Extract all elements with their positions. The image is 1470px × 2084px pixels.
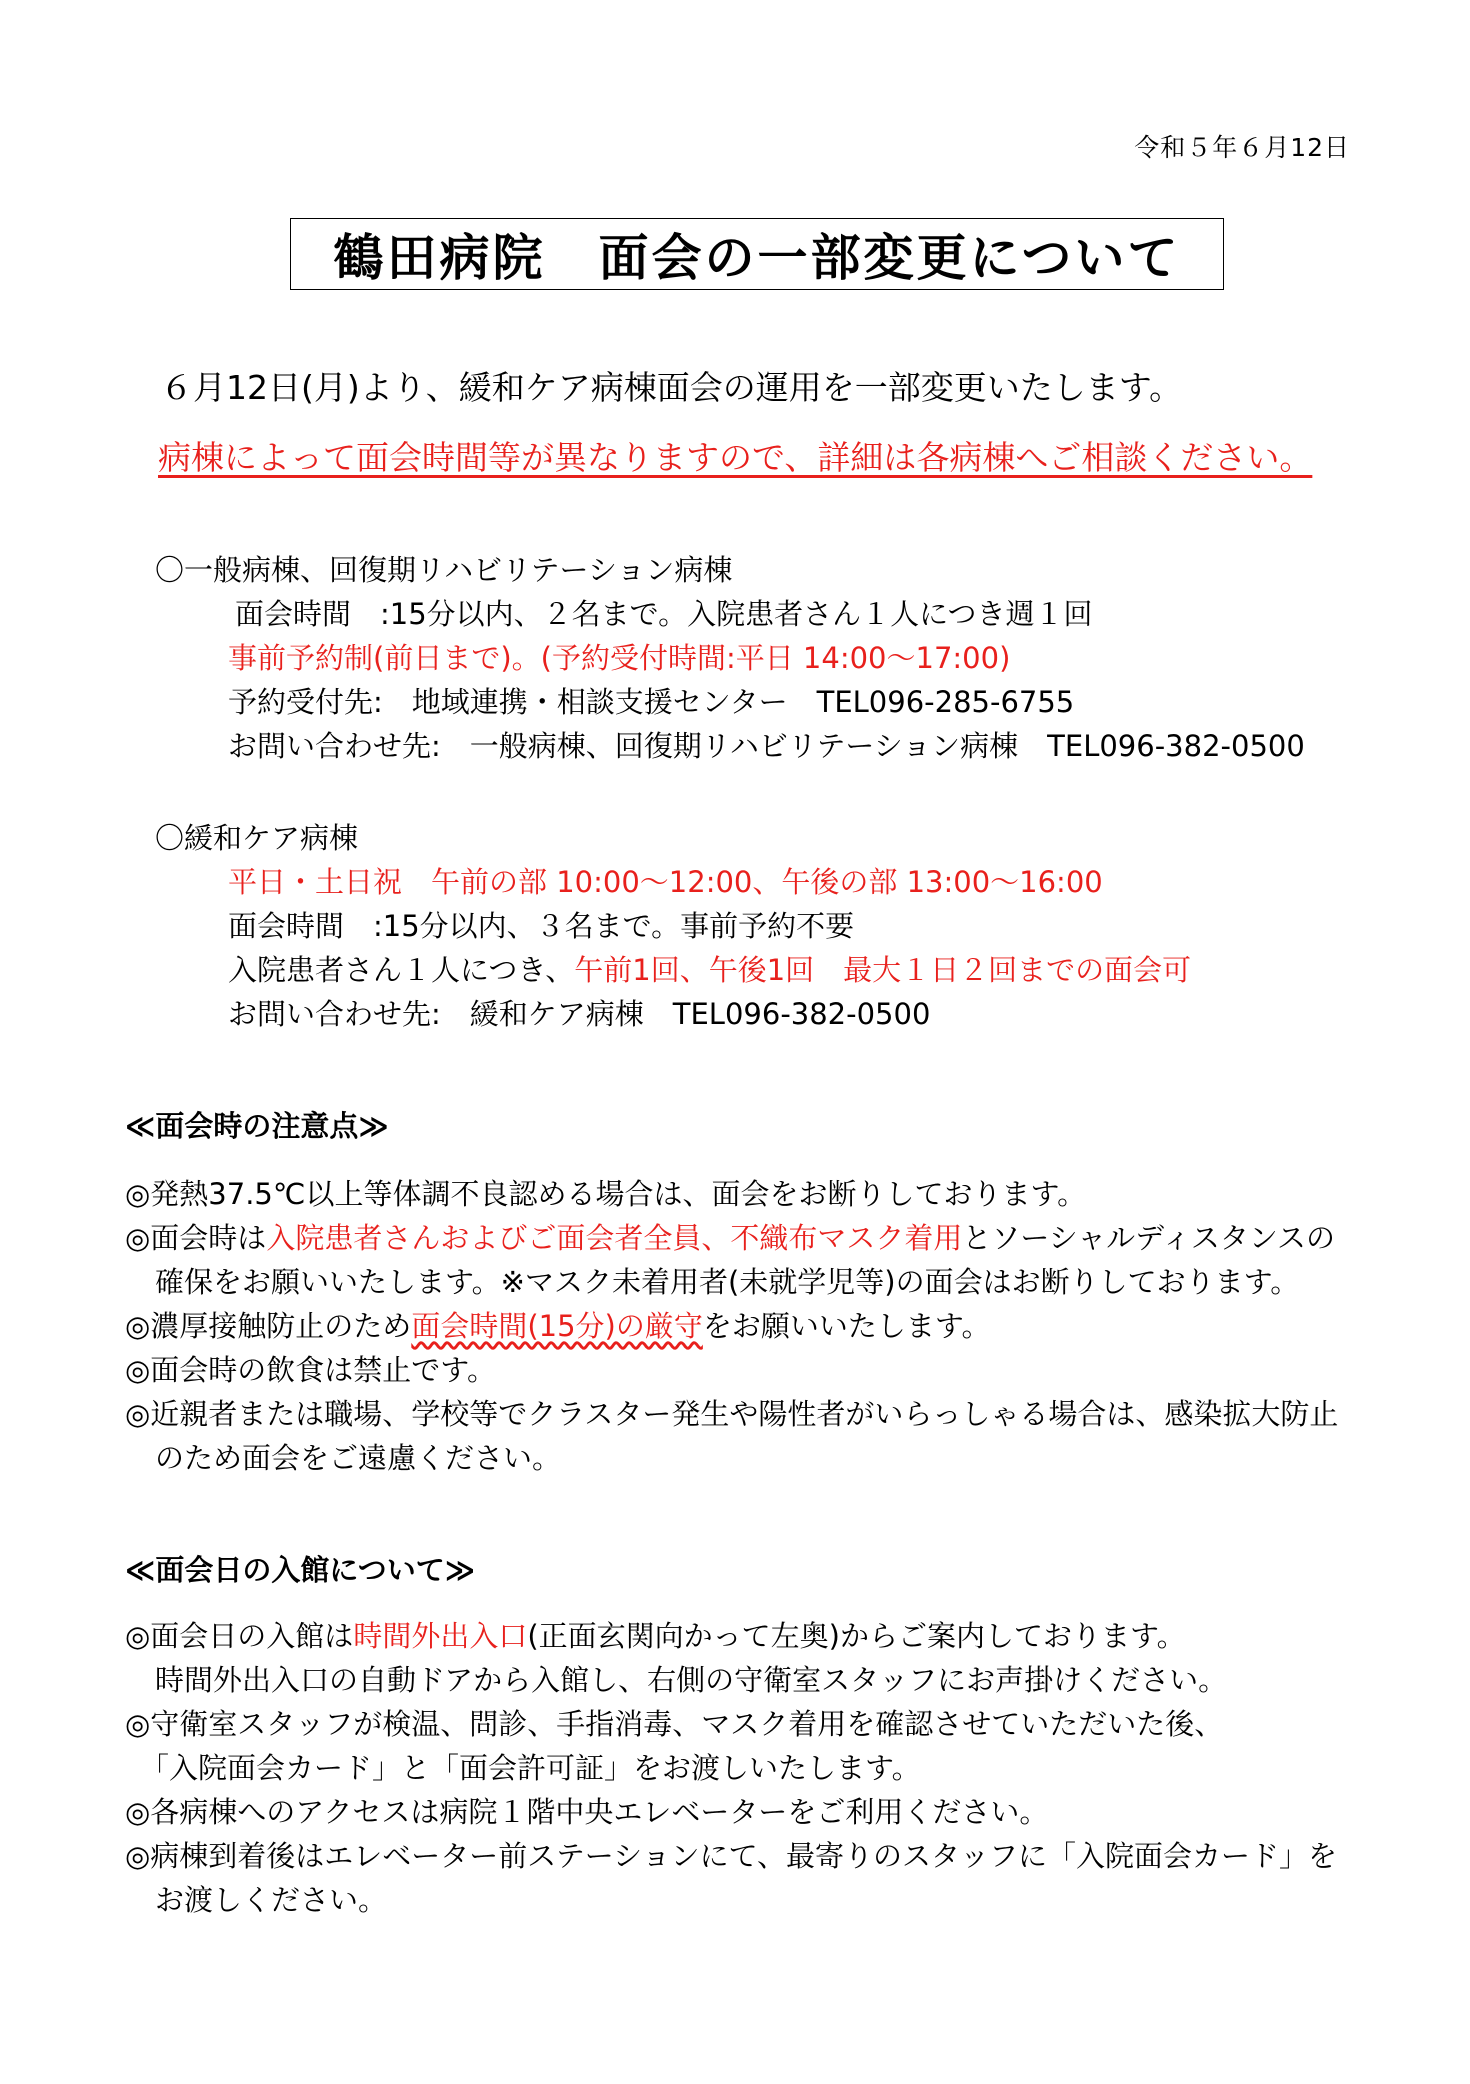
text-segment: とソーシャルディスタンスの [962, 1221, 1335, 1255]
precaution-item [125, 1216, 1335, 1257]
per-patient-text: 入院患者さん１人につき、 [228, 953, 575, 987]
general-ward-reservation-desk: 予約受付先: 地域連携・相談支援センター TEL096-285-6755 [228, 685, 1075, 719]
page-title: 鶴田病院 面会の一部変更について [333, 229, 1181, 287]
palliative-ward-per-patient [228, 948, 1191, 989]
precaution-item [125, 1304, 991, 1345]
text-segment: ◎面会時は [125, 1221, 267, 1255]
entry-item: ◎病棟到着後はエレベーター前ステーションにて、最寄りのスタッフに「入院面会カード」を [125, 1839, 1337, 1873]
entry-heading: ≪面会日の入館について≫ [125, 1553, 476, 1587]
entry-item: ◎各病棟へのアクセスは病院１階中央エレベーターをご利用ください。 [125, 1795, 1049, 1829]
entry-item-continued: 時間外出入口の自動ドアから入館し、右側の守衛室スタッフにお声掛けください。 [155, 1663, 1228, 1697]
entry-item-continued: お渡しください。 [155, 1883, 388, 1917]
intro-line: ６月12日(月)より、緩和ケア病棟面会の運用を一部変更いたします。 [160, 368, 1183, 407]
entry-item [125, 1614, 1186, 1655]
entry-item-continued: 「入院面会カード」と「面会許可証」をお渡しいたします。 [140, 1751, 921, 1785]
text-segment: ◎濃厚接触防止のため [125, 1309, 412, 1343]
document-date: 令和５年６月12日 [1134, 133, 1350, 162]
text-segment: ◎面会日の入館は [125, 1619, 354, 1653]
palliative-ward-visit-time: 面会時間 :15分以内、３名まで。事前予約不要 [228, 909, 855, 943]
general-ward-reservation: 事前予約制(前日まで)。(予約受付時間:平日 14:00～17:00) [228, 641, 1011, 675]
text-segment: (正面玄関向かって左奥)からご案内しております。 [527, 1619, 1186, 1653]
time-limit-emphasis: 面会時間(15分)の厳守 [411, 1309, 703, 1343]
precautions-heading: ≪面会時の注意点≫ [125, 1109, 389, 1143]
text-segment: をお願いいたします。 [702, 1309, 991, 1343]
palliative-ward-heading: 〇緩和ケア病棟 [155, 821, 359, 855]
general-ward-contact: お問い合わせ先: 一般病棟、回復期リハビリテーション病棟 TEL096-382-0500 [228, 729, 1305, 763]
precaution-item-continued: のため面会をご遠慮ください。 [155, 1441, 562, 1475]
intro-notice: 病棟によって面会時間等が異なりますので、詳細は各病棟へご相談ください。 [158, 438, 1313, 477]
title-box [290, 218, 1224, 290]
entry-item: ◎守衛室スタッフが検温、問診、手指消毒、マスク着用を確認させていただいた後、 [125, 1707, 1224, 1741]
palliative-ward-hours: 平日・土日祝 午前の部 10:00～12:00、午後の部 13:00～16:00 [228, 865, 1103, 899]
precaution-item-continued: 確保をお願いいたします。※マスク未着用者(未就学児等)の面会はお断りしております。 [155, 1265, 1300, 1299]
precaution-item: ◎発熱37.5℃以上等体調不良認める場合は、面会をお断りしております。 [125, 1177, 1087, 1211]
per-patient-limit: 午前1回、午後1回 最大１日２回までの面会可 [574, 953, 1192, 987]
mask-requirement: 入院患者さんおよびご面会者全員、不織布マスク着用 [266, 1221, 963, 1255]
palliative-ward-contact: お問い合わせ先: 緩和ケア病棟 TEL096-382-0500 [228, 997, 931, 1031]
general-ward-visit-time: 面会時間 :15分以内、２名まで。入院患者さん１人につき週１回 [235, 597, 1093, 631]
general-ward-heading: 〇一般病棟、回復期リハビリテーション病棟 [155, 553, 733, 587]
precaution-item: ◎近親者または職場、学校等でクラスター発生や陽性者がいらっしゃる場合は、感染拡大防止 [125, 1397, 1339, 1431]
after-hours-entrance: 時間外出入口 [353, 1619, 528, 1653]
precaution-item: ◎面会時の飲食は禁止です。 [125, 1353, 496, 1387]
